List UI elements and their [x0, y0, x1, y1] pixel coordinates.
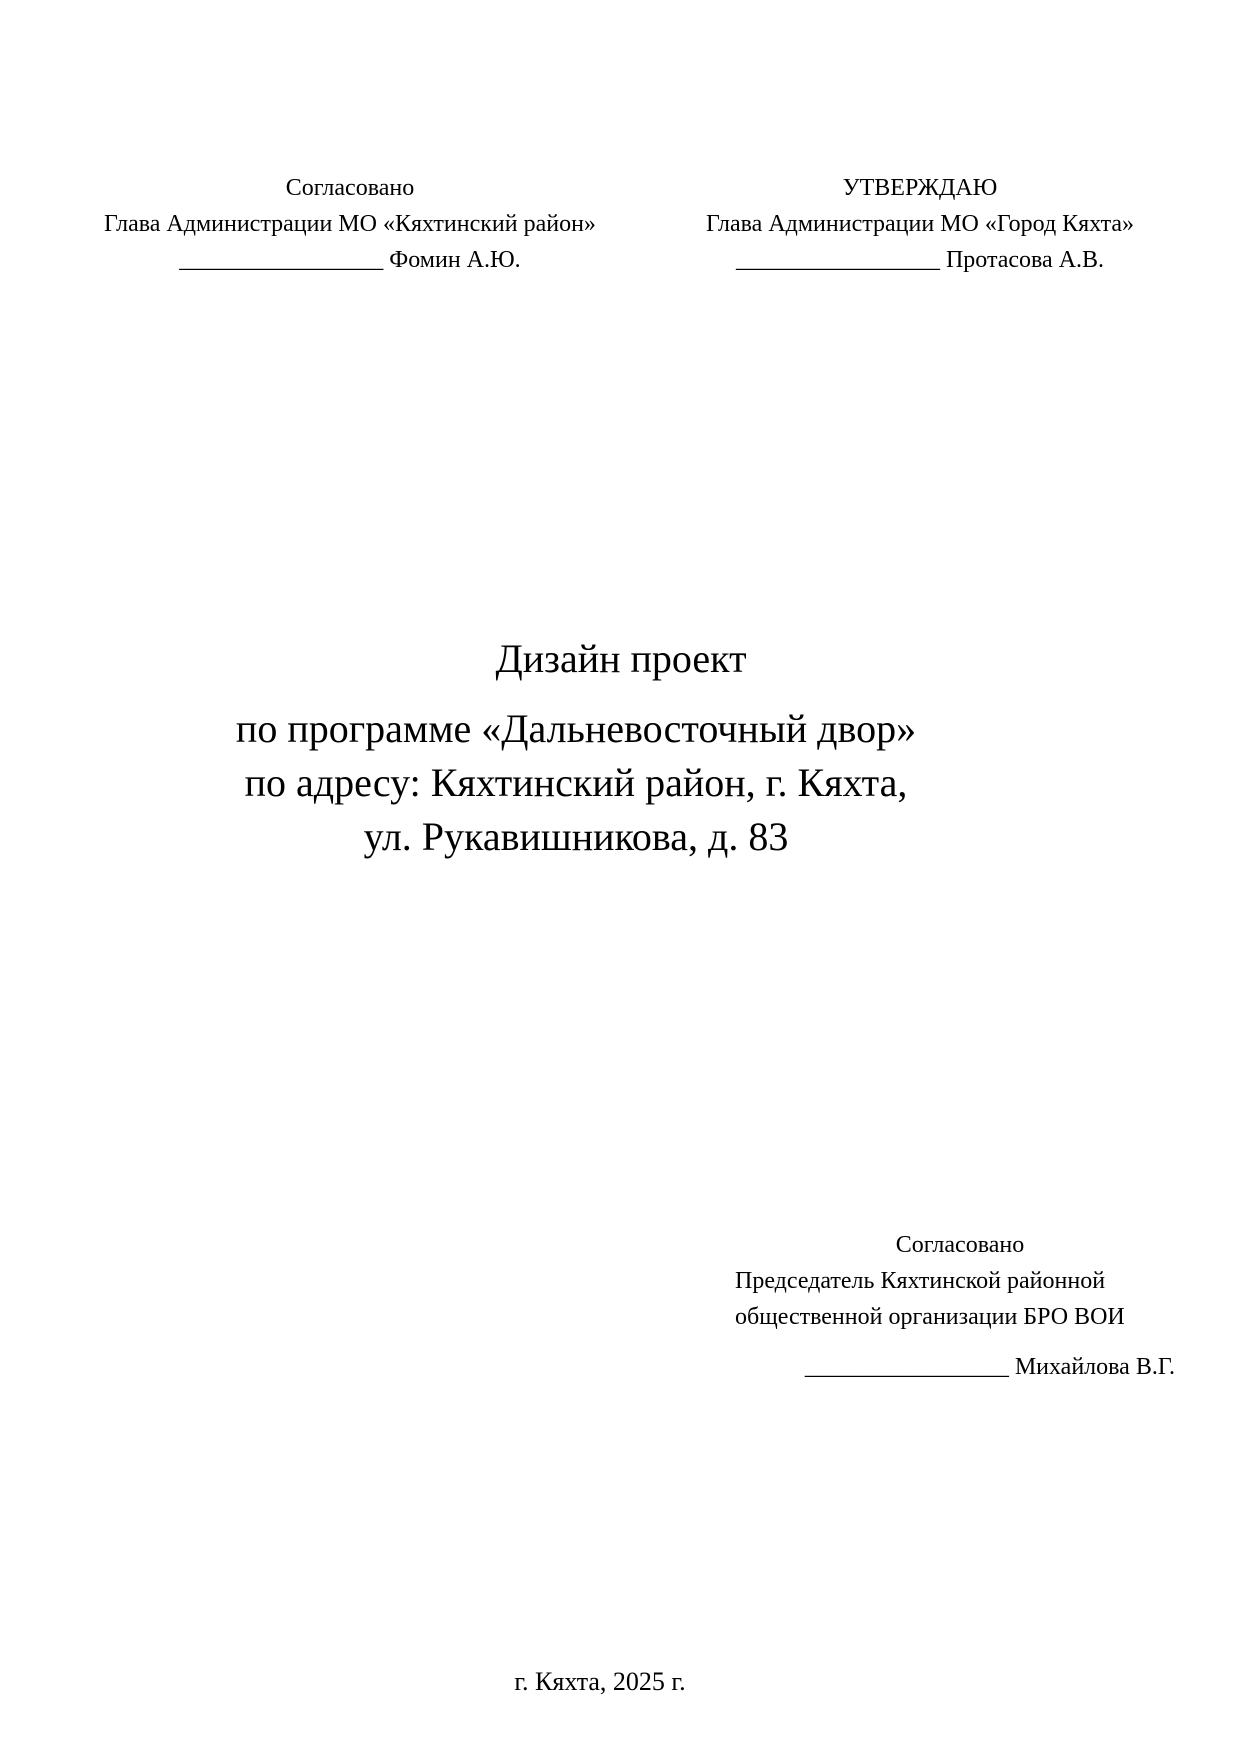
title-street-line: ул. Рукавишникова, д. 83 [363, 814, 789, 859]
approval-bottom-heading: Согласовано [895, 1232, 1025, 1258]
approval-block-right [660, 170, 1180, 278]
approval-block-bottom [735, 1227, 1185, 1385]
approval-left-position: Глава Администрации МО «Кяхтинский район» [104, 211, 596, 237]
title-address-line: по адресу: Кяхтинский район, г. Кяхта, [244, 760, 908, 805]
approval-bottom-position-line1: Председатель Кяхтинской районной [735, 1268, 1106, 1294]
document-title: Дизайн проект [495, 636, 747, 681]
approval-right-heading: УТВЕРЖДАЮ [842, 175, 998, 201]
document-title-block [0, 632, 1242, 864]
approval-bottom-signature: _________________ Михайлова В.Г. [804, 1354, 1175, 1380]
footer-city-year: г. Кяхта, 2025 г. [514, 1667, 686, 1696]
title-program-line: по программе «Дальневосточный двор» [235, 706, 917, 751]
approval-left-heading: Согласовано [285, 175, 415, 201]
approval-right-position: Глава Администрации МО «Город Кяхта» [705, 211, 1135, 237]
approval-left-signature: _________________ Фомин А.Ю. [179, 247, 521, 273]
approval-block-left [60, 170, 640, 278]
approval-bottom-position-line2: общественной организации БРО ВОИ [735, 1304, 1125, 1330]
approval-right-signature: _________________ Протасова А.В. [735, 247, 1105, 273]
